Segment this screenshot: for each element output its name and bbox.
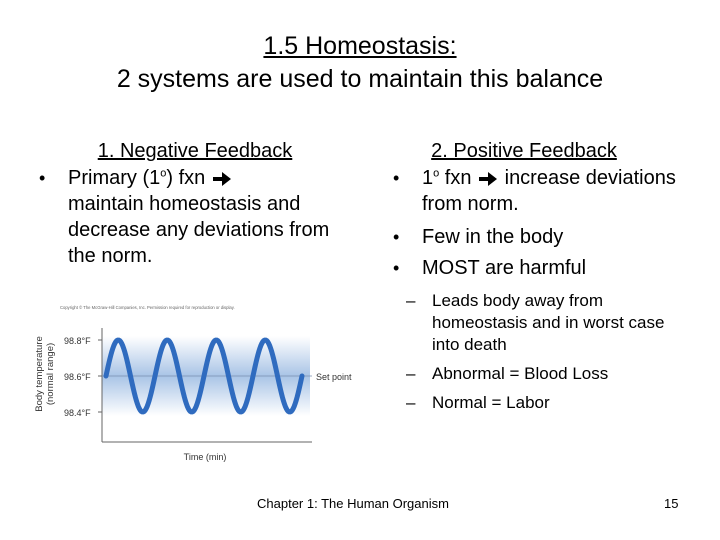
text-fragment: Few in the body — [422, 226, 564, 248]
positive-feedback-sublist — [384, 290, 684, 414]
text-fragment: increase deviations from norm. — [422, 167, 676, 215]
right-arrow-icon — [479, 172, 497, 186]
list-item — [30, 165, 350, 269]
text-fragment: maintain homeostasis and decrease any deviations from the norm. — [68, 193, 330, 267]
superscript: o — [433, 167, 440, 180]
text-fragment: Abnormal = Blood Loss — [432, 364, 609, 383]
dash-icon: – — [406, 364, 416, 383]
negative-feedback-heading: 1. Negative Feedback — [97, 140, 293, 162]
text-fragment: Normal = Labor — [432, 393, 550, 412]
list-item — [384, 222, 684, 253]
bullet-icon: • — [393, 227, 400, 247]
y-axis-label-line-1: Body temperature — [34, 336, 45, 412]
positive-feedback-column — [384, 138, 684, 421]
text-fragment: Leads body away from homeostasis and in worst case into death — [432, 291, 665, 354]
body-temperature-figure — [30, 302, 370, 467]
set-point-label: Set point — [316, 372, 352, 382]
y-axis-label-line-2: (normal range) — [45, 342, 56, 406]
x-axis-label: Time (min) — [183, 452, 227, 462]
positive-feedback-heading: 2. Positive Feedback — [431, 140, 617, 162]
text-fragment: ) fxn — [166, 167, 206, 189]
dash-icon: – — [406, 393, 416, 412]
sub-list-item — [384, 392, 684, 414]
title-line-2: 2 systems are used to maintain this balance — [116, 65, 604, 93]
title-line-1: 1.5 Homeostasis: — [263, 32, 457, 60]
bullet-icon: • — [39, 168, 46, 188]
list-item — [384, 165, 684, 217]
positive-feedback-list — [384, 165, 684, 284]
slide-title — [0, 30, 720, 96]
y-axis-label — [34, 336, 56, 412]
negative-feedback-list — [30, 165, 350, 269]
list-item — [384, 253, 684, 284]
figure-copyright: Copyright © The McGraw-Hill Companies, Inc. Permission required for reproduction or display. — [60, 305, 235, 310]
dash-icon: – — [406, 291, 416, 310]
sub-list-item — [384, 363, 684, 385]
tick-label-98-6: 98.6°F — [64, 372, 91, 382]
tick-label-98-8: 98.8°F — [64, 336, 91, 346]
bullet-icon: • — [393, 168, 400, 188]
right-arrow-icon — [213, 172, 231, 186]
superscript: o — [160, 167, 167, 180]
text-fragment: MOST are harmful — [422, 257, 587, 279]
text-fragment: fxn — [439, 167, 472, 189]
sub-list-item — [384, 290, 684, 356]
page-number: 15 — [664, 496, 679, 511]
tick-label-98-4: 98.4°F — [64, 408, 91, 418]
text-fragment: 1 — [422, 167, 434, 189]
footer-chapter: Chapter 1: The Human Organism — [257, 496, 449, 511]
text-fragment: Primary (1 — [68, 167, 161, 189]
negative-feedback-column — [30, 138, 350, 269]
bullet-icon: • — [393, 258, 400, 278]
